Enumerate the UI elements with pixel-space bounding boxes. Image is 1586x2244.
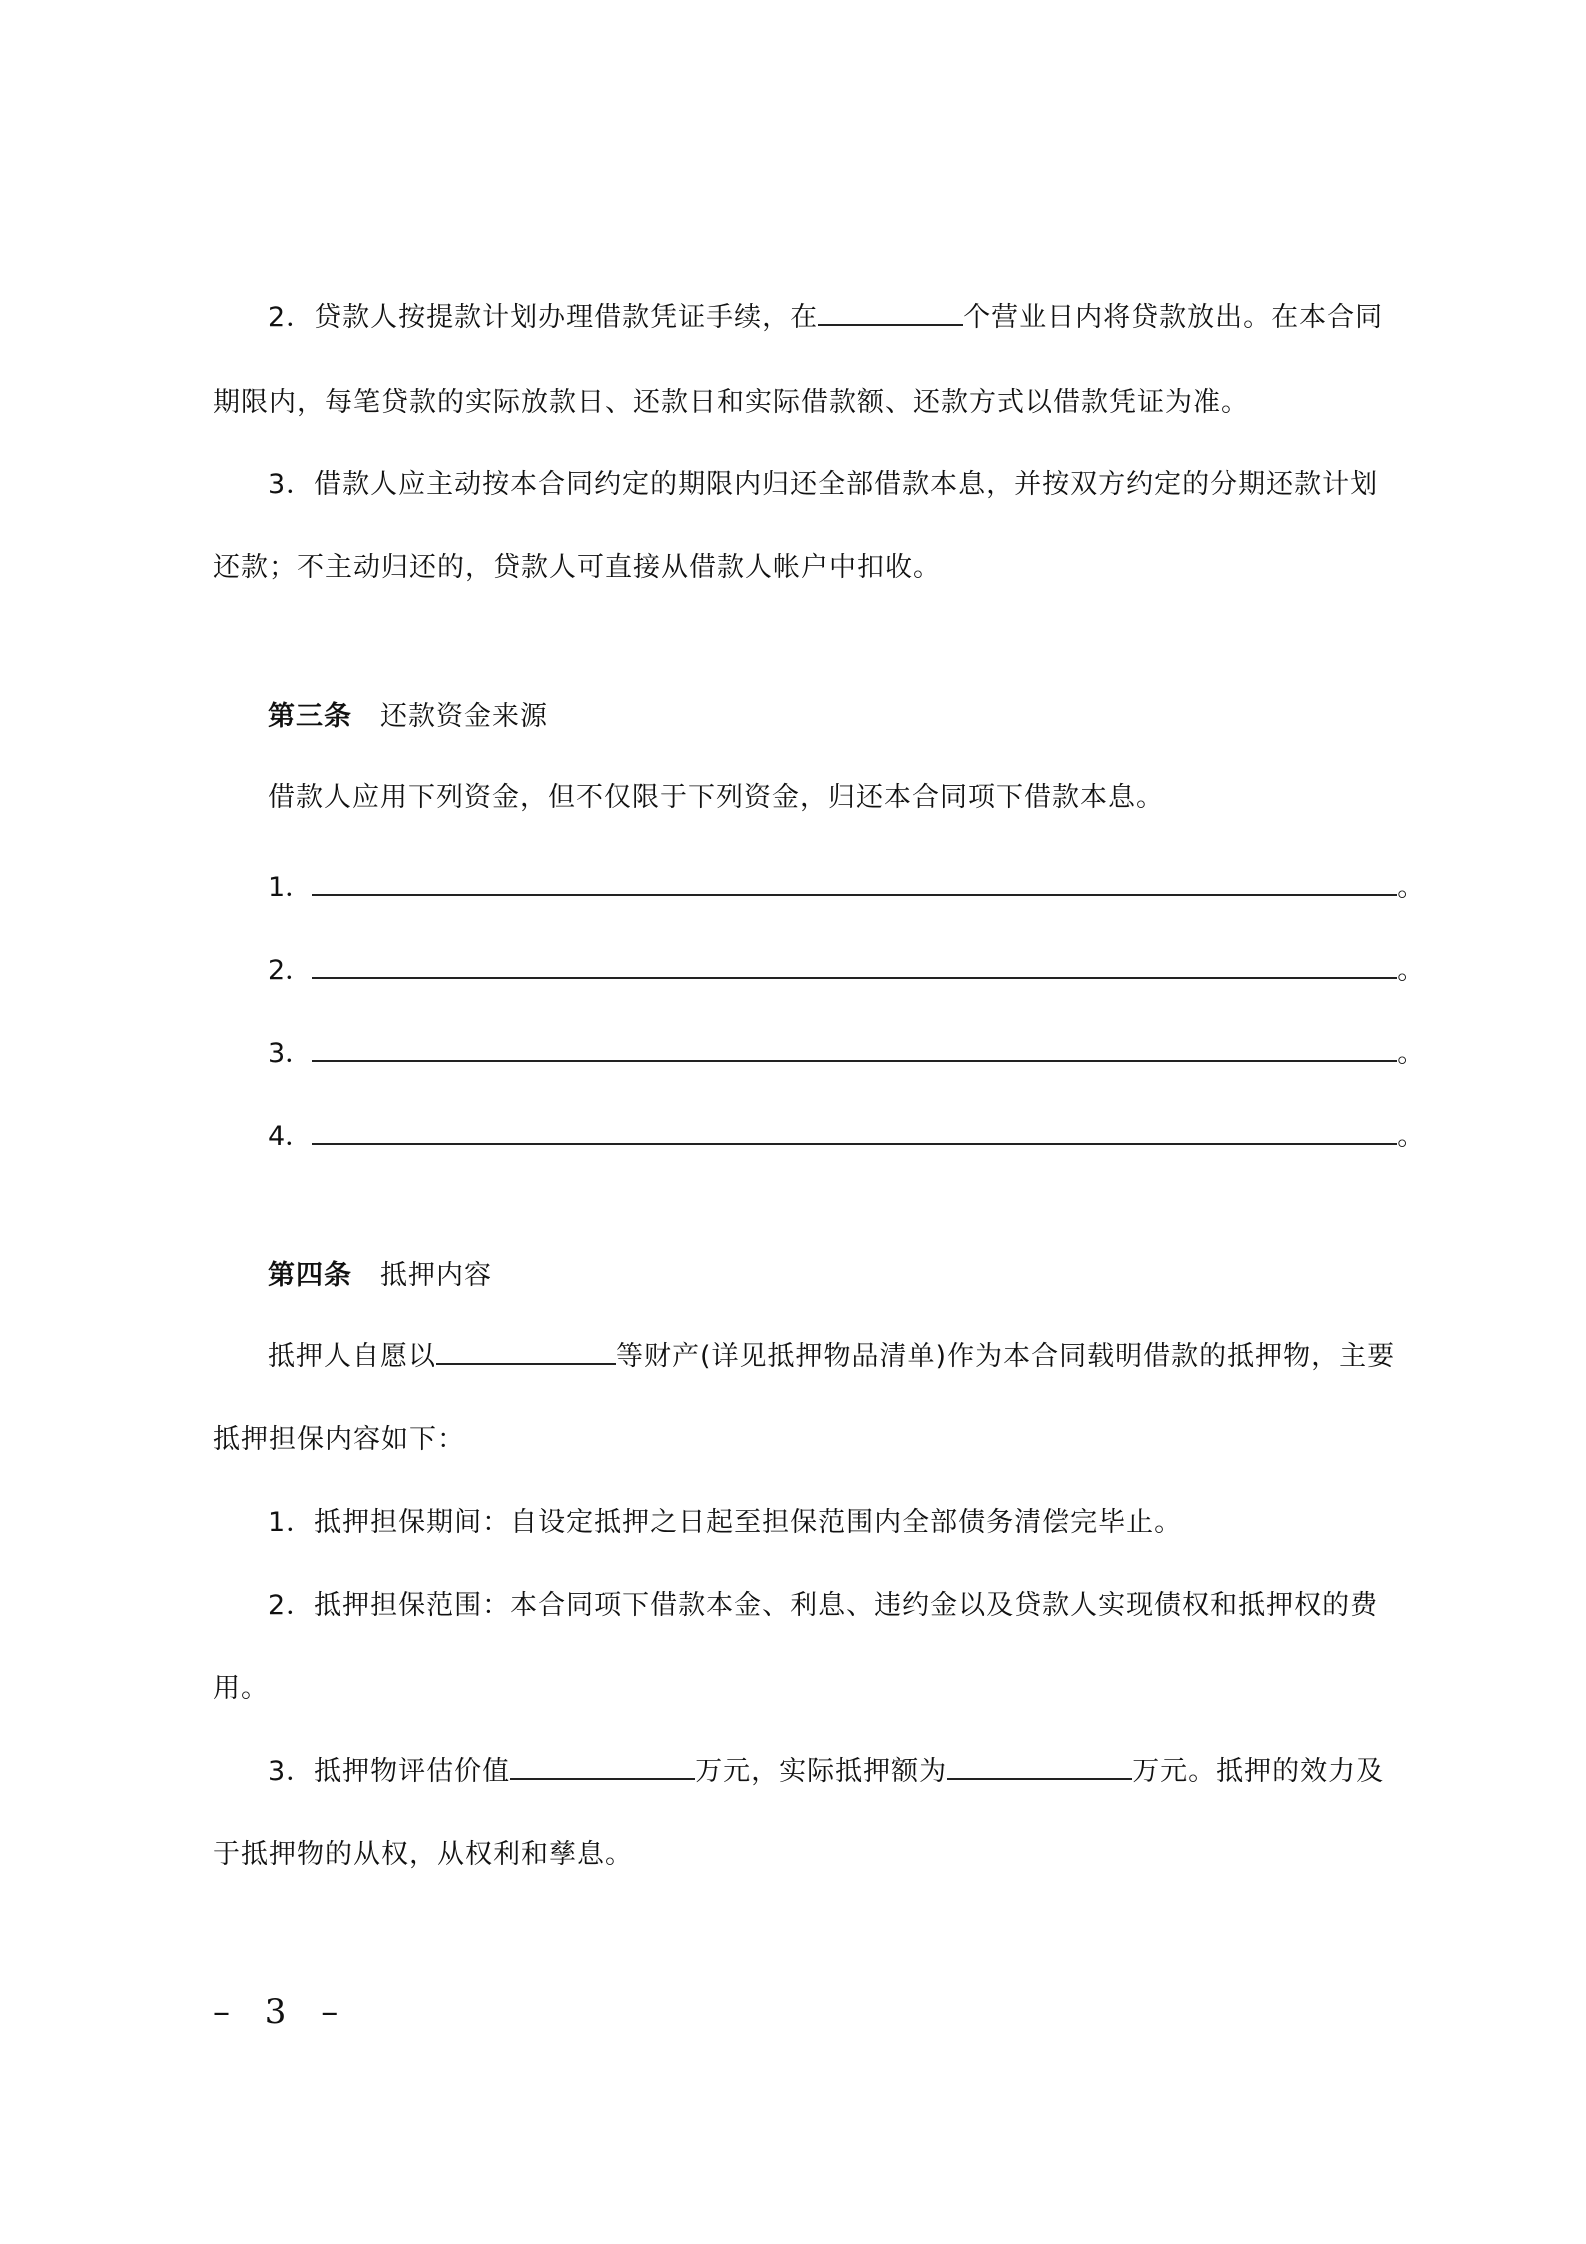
mortgage-period-item <box>268 1503 1182 1543</box>
funding-source-number: 4． <box>268 1121 313 1152</box>
article-3-intro-text: 借款人应用下列资金，但不仅限于下列资金，归还本合同项下借款本息。 <box>268 782 1164 813</box>
funding-source-number: 3． <box>268 1038 313 1069</box>
article-4-heading <box>268 1256 492 1296</box>
article-4-intro-line-1 <box>268 1337 1395 1377</box>
funding-source-end: 。 <box>1397 1121 1425 1152</box>
mortgage-scope-line-2 <box>213 1669 269 1709</box>
paragraph-2-text-b: 个营业日内将贷款放出。在本合同 <box>963 302 1384 333</box>
article-3-number: 第三条 <box>268 701 352 732</box>
article-4-intro-a: 抵押人自愿以 <box>268 1341 436 1372</box>
article-3-heading <box>268 697 548 737</box>
article-4-intro-b: 等财产(详见抵押物品清单)作为本合同载明借款的抵押物，主要 <box>616 1341 1396 1372</box>
funding-source-item-2 <box>268 951 1424 991</box>
funding-source-number: 1． <box>268 872 313 903</box>
funding-source-item-3 <box>268 1034 1424 1074</box>
mortgage-value-line-1 <box>268 1752 1384 1792</box>
mortgage-value-text-a: 3．抵押物评估价值 <box>268 1756 511 1787</box>
funding-source-number: 2． <box>268 955 313 986</box>
paragraph-2-line-2 <box>213 383 1249 423</box>
paragraph-2-text-a: 2．贷款人按提款计划办理借款凭证手续，在 <box>268 302 819 333</box>
article-3-title: 还款资金来源 <box>380 701 548 732</box>
article-4-intro-c: 抵押担保内容如下： <box>213 1424 465 1455</box>
paragraph-2-line-1 <box>268 298 1383 338</box>
paragraph-2-text-c: 期限内，每笔贷款的实际放款日、还款日和实际借款额、还款方式以借款凭证为准。 <box>213 387 1249 418</box>
mortgage-value-text-d: 于抵押物的从权，从权利和孳息。 <box>213 1839 633 1870</box>
article-4-number: 第四条 <box>268 1260 352 1291</box>
funding-source-blank-1[interactable] <box>312 868 1397 896</box>
funding-source-item-4 <box>268 1117 1424 1157</box>
article-4-intro-line-2 <box>213 1420 465 1460</box>
appraised-value-blank[interactable] <box>510 1752 695 1780</box>
funding-source-item-1 <box>268 868 1424 908</box>
page-number: – 3 – <box>213 1992 351 2032</box>
article-4-title: 抵押内容 <box>380 1260 492 1291</box>
mortgage-scope-text-b: 用。 <box>213 1673 269 1704</box>
mortgage-value-line-2 <box>213 1835 633 1875</box>
mortgage-value-text-c: 万元。抵押的效力及 <box>1132 1756 1385 1787</box>
funding-source-end: 。 <box>1397 1038 1425 1069</box>
collateral-property-blank[interactable] <box>436 1337 616 1365</box>
paragraph-3-line-1 <box>268 465 1378 505</box>
mortgage-scope-line-1 <box>268 1586 1378 1626</box>
business-days-blank[interactable] <box>818 298 963 326</box>
funding-source-blank-3[interactable] <box>312 1034 1397 1062</box>
paragraph-3-line-2 <box>213 548 941 588</box>
funding-source-blank-2[interactable] <box>312 951 1397 979</box>
actual-mortgage-amount-blank[interactable] <box>947 1752 1132 1780</box>
mortgage-value-text-b: 万元，实际抵押额为 <box>695 1756 948 1787</box>
mortgage-period-text: 1．抵押担保期间：自设定抵押之日起至担保范围内全部债务清偿完毕止。 <box>268 1507 1183 1538</box>
funding-source-blank-4[interactable] <box>312 1117 1397 1145</box>
article-3-intro <box>268 778 1164 818</box>
paragraph-3-text-b: 还款；不主动归还的，贷款人可直接从借款人帐户中扣收。 <box>213 552 941 583</box>
funding-source-end: 。 <box>1397 872 1425 903</box>
paragraph-3-text-a: 3．借款人应主动按本合同约定的期限内归还全部借款本息，并按双方约定的分期还款计划 <box>268 469 1379 500</box>
mortgage-scope-text-a: 2．抵押担保范围：本合同项下借款本金、利息、违约金以及贷款人实现债权和抵押权的费 <box>268 1590 1379 1621</box>
funding-source-end: 。 <box>1397 955 1425 986</box>
